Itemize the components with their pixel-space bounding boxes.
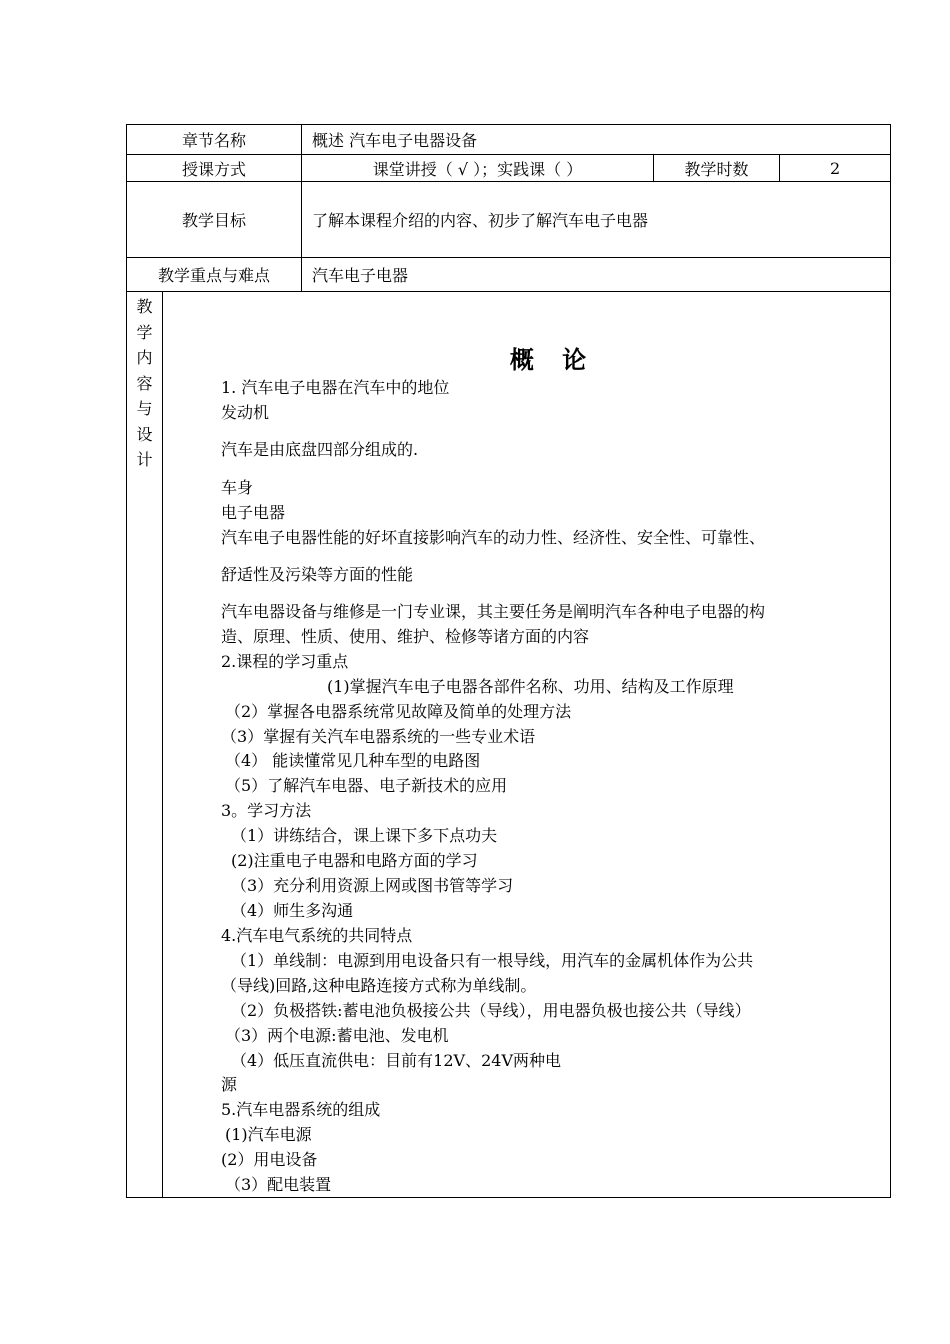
content-line: 造、原理、性质、使用、维护、检修等诸方面的内容 [221,627,590,646]
content-line: (1)汽车电源 [225,1125,312,1144]
content-line: 车身 [221,478,254,497]
focus-row [127,258,891,292]
content-line: 电子电器 [221,503,286,522]
method-value: 课堂讲授（ √ ）；实践课（ ） [302,155,654,182]
content-line: （1）单线制：电源到用电设备只有一根导线，用汽车的金属机体作为公共 [231,951,754,970]
content-line: （导线)回路,这种电路连接方式称为单线制。 [221,976,537,995]
content-line: 3。学习方法 [221,801,312,820]
side-char: 设 [136,424,153,444]
side-char: 与 [136,399,153,418]
hours-label: 教学时数 [654,155,780,182]
content-line: 1. 汽车电子电器在汽车中的地位 [221,378,450,397]
focus-label: 教学重点与难点 [127,258,302,292]
content-line: （4）师生多沟通 [231,901,354,920]
side-char: 容 [136,373,153,393]
method-label: 授课方式 [127,155,302,182]
content-line: （2）负极搭铁:蓄电池负极接公共（导线），用电器负极也接公共（导线） [231,1001,751,1020]
goal-label: 教学目标 [127,182,302,258]
content-line: （5）了解汽车电器、电子新技术的应用 [225,776,508,795]
content-line: (2)注重电子电器和电路方面的学习 [231,851,478,870]
method-row [127,155,891,182]
content-line: 源 [221,1075,238,1094]
chapter-value: 概述 汽车电子电器设备 [302,125,891,155]
side-char: 内 [136,348,153,367]
content-line: 发动机 [221,403,270,422]
content-line: （4） 能读懂常见几种车型的电路图 [225,751,481,770]
chapter-label: 章节名称 [127,125,302,155]
focus-value: 汽车电子电器 [302,258,891,292]
content-line: (1)掌握汽车电子电器各部件名称、功用、结构及工作原理 [327,677,734,696]
content-row [127,292,891,1198]
side-char: 计 [136,450,153,469]
content-line: 4.汽车电气系统的共同特点 [221,926,413,945]
content-line: 5.汽车电器系统的组成 [221,1100,381,1119]
goal-value: 了解本课程介绍的内容、初步了解汽车电子电器 [302,182,891,258]
content-line: 汽车是由底盘四部分组成的. [221,440,419,459]
content-line: （3）充分利用资源上网或图书管等学习 [231,876,514,895]
content-line: 汽车电子电器性能的好坏直接影响汽车的动力性、经济性、安全性、可靠性、 [221,528,766,547]
content-side-label [127,292,163,1198]
lesson-plan-table [126,124,891,1198]
content-line: 2.课程的学习重点 [221,652,349,671]
content-line: （3）掌握有关汽车电器系统的一些专业术语 [221,727,536,746]
content-line: （2）掌握各电器系统常见故障及简单的处理方法 [225,702,572,721]
content-line: （1）讲练结合，课上课下多下点功夫 [231,826,498,845]
content-line: （4）低压直流供电：目前有12V、24V两种电 [231,1051,562,1070]
content-line: (2）用电设备 [221,1150,318,1169]
content-line: 舒适性及污染等方面的性能 [221,565,414,584]
chapter-row [127,125,891,155]
content-title: 概 论 [509,345,597,374]
side-char: 学 [136,322,153,342]
content-cell [163,292,891,1198]
side-char: 教 [136,297,153,316]
hours-value: 2 [780,155,891,182]
content-line: （3）两个电源:蓄电池、发电机 [225,1026,449,1045]
content-line: （3）配电装置 [225,1175,332,1194]
content-line: 汽车电器设备与维修是一门专业课，其主要任务是阐明汽车各种电子电器的构 [221,602,766,621]
goal-row [127,182,891,258]
